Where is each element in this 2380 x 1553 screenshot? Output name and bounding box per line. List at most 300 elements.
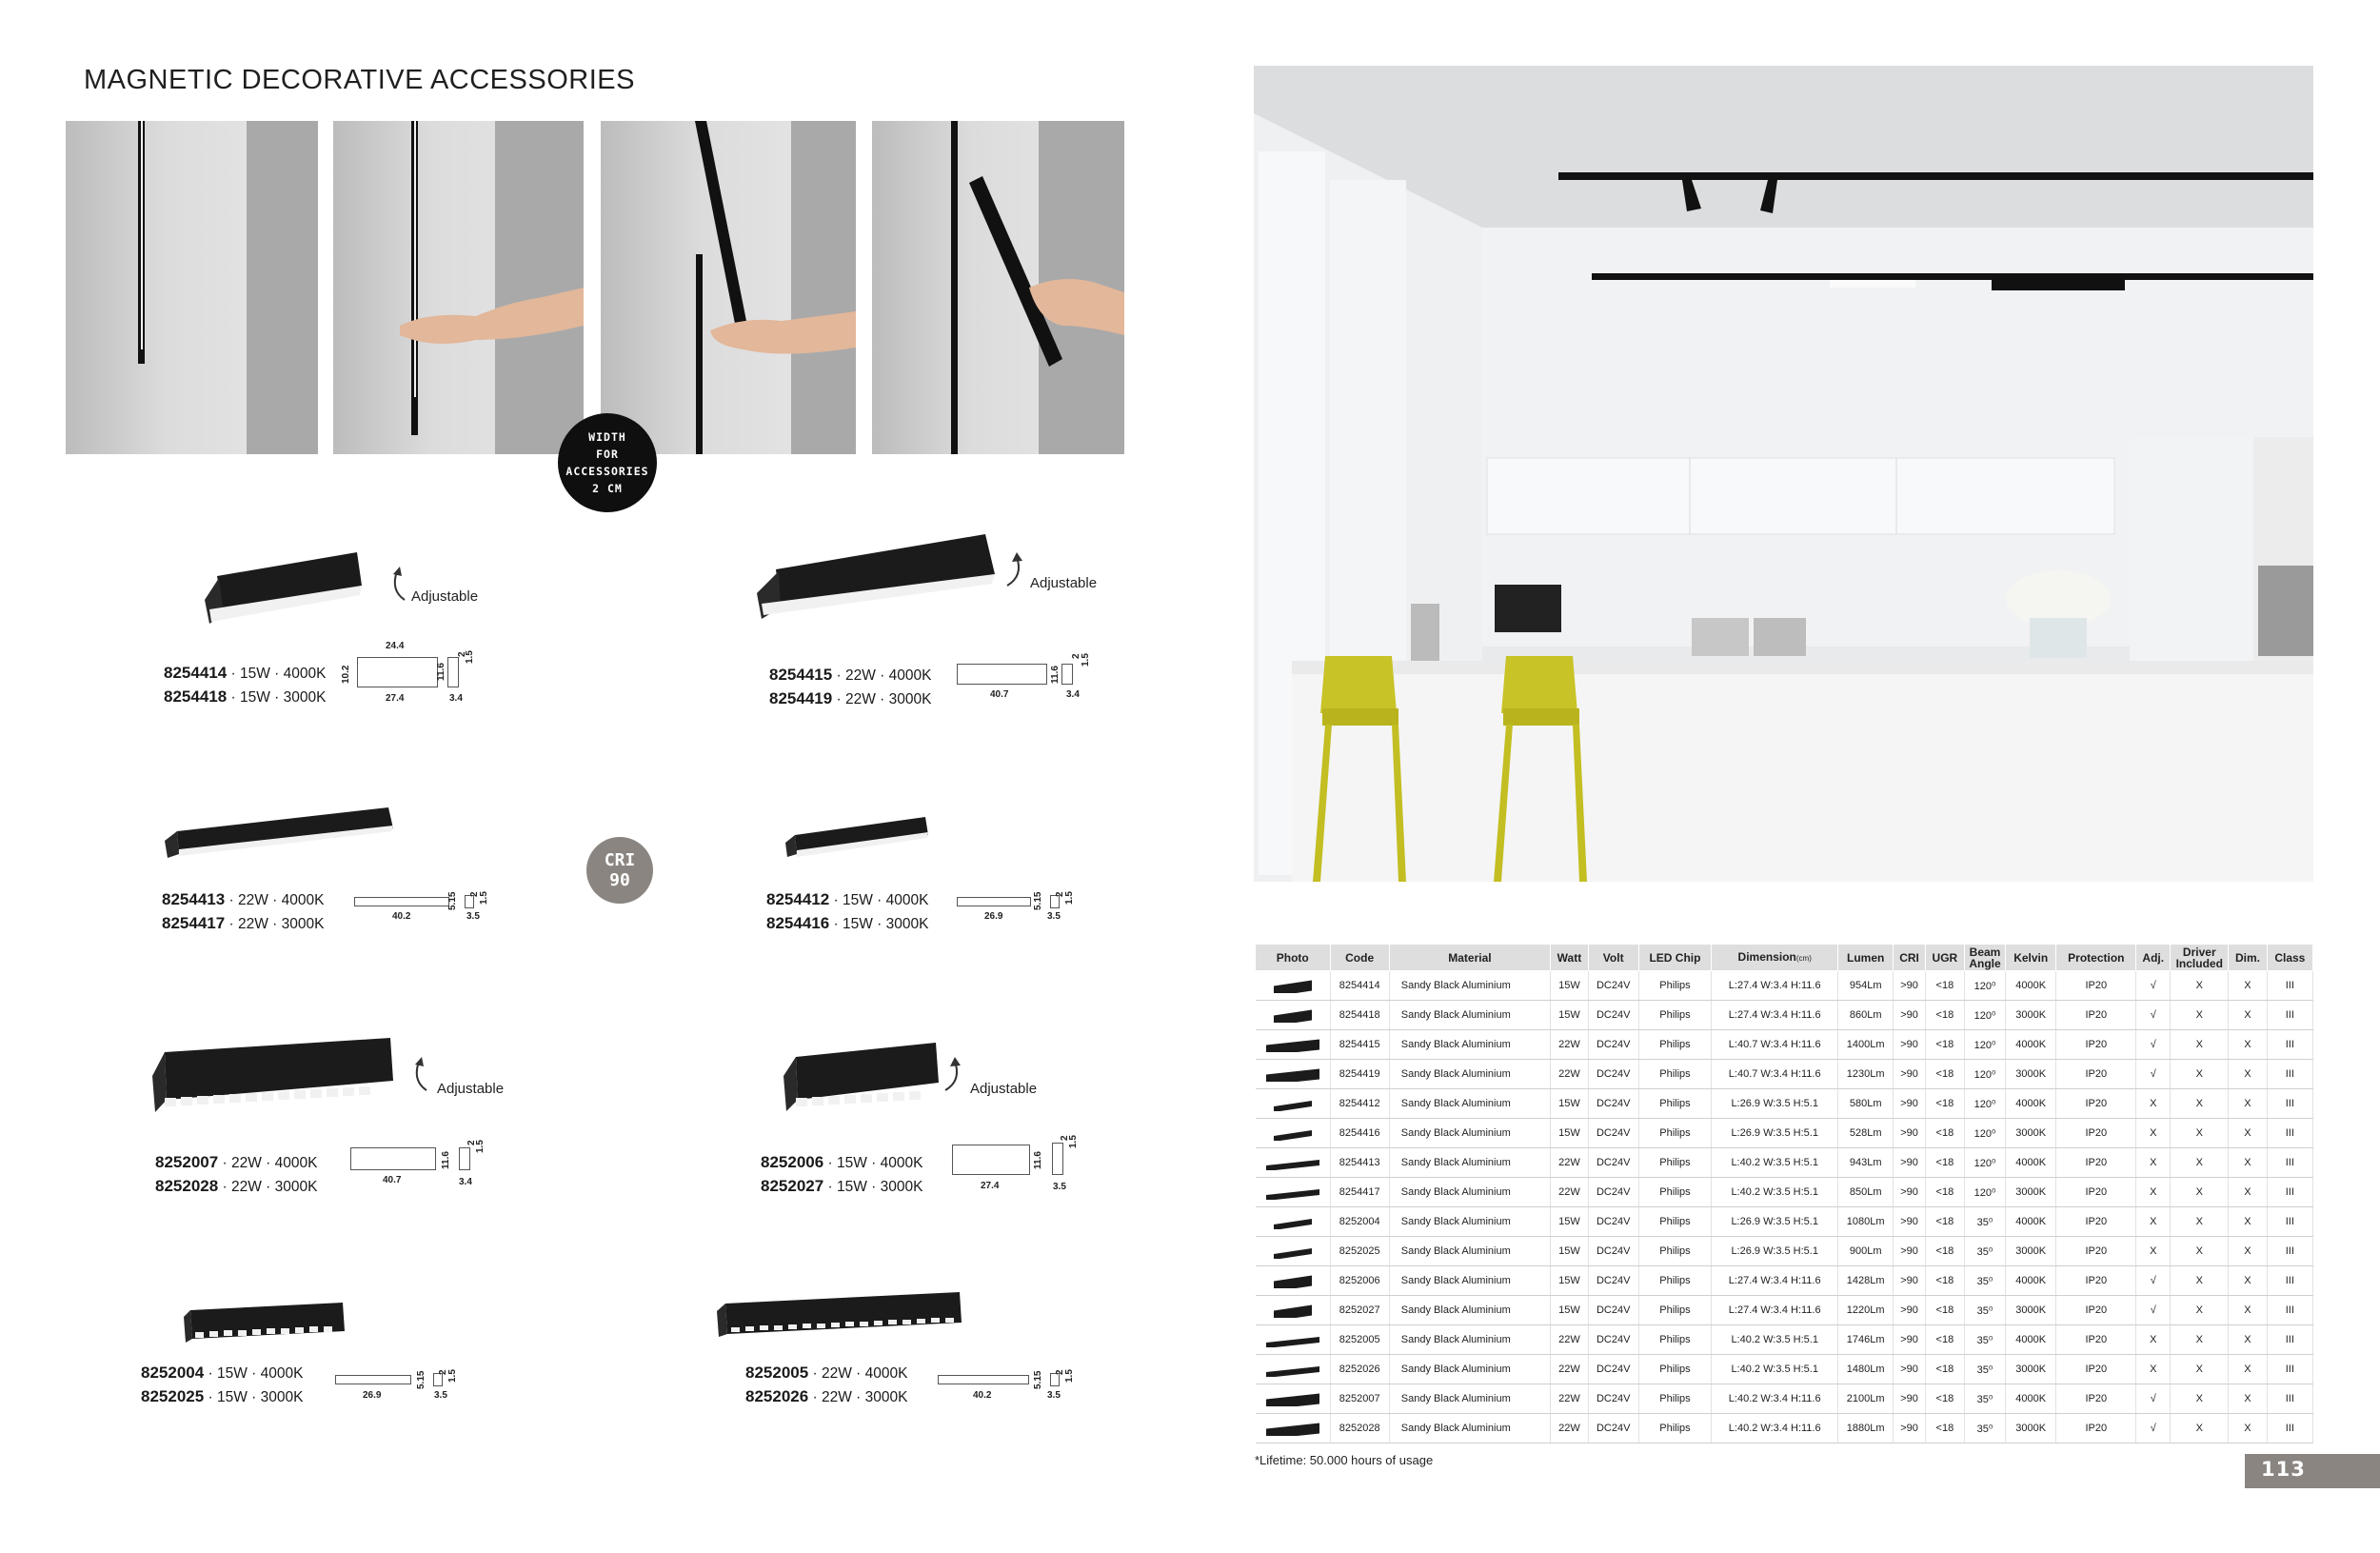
cell-volt: DC24V: [1588, 1001, 1638, 1030]
adjustable-label: Adjustable: [437, 1081, 505, 1097]
cell-cri: >90: [1894, 1296, 1925, 1325]
adjustable-label: Adjustable: [411, 588, 479, 605]
product-image: [148, 1038, 400, 1114]
cell-cri: >90: [1894, 1325, 1925, 1355]
cell-material: Sandy Black Aluminium: [1389, 1119, 1550, 1148]
cell-class: III: [2267, 1089, 2312, 1119]
cell-code: 8254412: [1330, 1089, 1389, 1119]
cell-photo: [1256, 1060, 1331, 1089]
cell-lumen: 1746Lm: [1838, 1325, 1894, 1355]
cell-kelvin: 3000K: [2006, 1060, 2056, 1089]
cell-material: Sandy Black Aluminium: [1389, 1266, 1550, 1296]
cell-kelvin: 4000K: [2006, 1207, 2056, 1237]
cell-driver-included: X: [2171, 1178, 2229, 1207]
page-number: 113: [2261, 1458, 2306, 1481]
table-row: [1256, 1296, 2313, 1325]
cell-volt: DC24V: [1588, 1030, 1638, 1060]
product-code: 8254415: [769, 666, 833, 684]
luminaire-thumbnail-icon: [1264, 1096, 1321, 1111]
cell-driver-included: X: [2171, 1207, 2229, 1237]
cell-volt: DC24V: [1588, 1237, 1638, 1266]
cell-dim: X: [2229, 1001, 2267, 1030]
cell-photo: [1256, 1355, 1331, 1384]
cell-code: 8254417: [1330, 1178, 1389, 1207]
dimension-drawing: [957, 664, 1047, 685]
cell-code: 8254414: [1330, 971, 1389, 1001]
cell-code: 8254419: [1330, 1060, 1389, 1089]
table-row: [1256, 1207, 2313, 1237]
cell-material: Sandy Black Aluminium: [1389, 1001, 1550, 1030]
cell-kelvin: 3000K: [2006, 1178, 2056, 1207]
product-code-line: [162, 890, 324, 909]
dim-height: 11.6: [1033, 1151, 1043, 1169]
cell-watt: 22W: [1551, 1178, 1589, 1207]
product-code: 8252028: [155, 1177, 219, 1195]
cell-watt: 15W: [1551, 1089, 1589, 1119]
dim-depth: 3.5: [1047, 1390, 1061, 1401]
cell-driver-included: X: [2171, 1119, 2229, 1148]
luminaire-thumbnail-icon: [1264, 1303, 1321, 1318]
luminaire-thumbnail-icon: [1264, 1155, 1321, 1170]
product-spec: · 22W · 3000K: [225, 916, 325, 932]
cell-protection: IP20: [2056, 1060, 2136, 1089]
col-cri: CRI: [1894, 945, 1925, 971]
cell-dim: X: [2229, 1030, 2267, 1060]
cell-material: Sandy Black Aluminium: [1389, 1237, 1550, 1266]
product-spec: · 15W · 4000K: [227, 666, 327, 682]
product-code-line: [761, 1153, 922, 1172]
cell-material: Sandy Black Aluminium: [1389, 1178, 1550, 1207]
product-code: 8254419: [769, 689, 833, 707]
cell-dim: X: [2229, 971, 2267, 1001]
product-spec: · 15W · 3000K: [204, 1389, 304, 1405]
cell-code: 8254413: [1330, 1148, 1389, 1178]
cell-cri: >90: [1894, 1148, 1925, 1178]
cell-photo: [1256, 1384, 1331, 1414]
cell-watt: 22W: [1551, 1060, 1589, 1089]
cell-class: III: [2267, 1207, 2312, 1237]
cell-code: 8254416: [1330, 1119, 1389, 1148]
product-spec: · 22W · 4000K: [808, 1365, 908, 1382]
dim-height: 5.15: [447, 891, 458, 910]
cell-adj: X: [2136, 1355, 2171, 1384]
cell-watt: 22W: [1551, 1148, 1589, 1178]
cell-dimension: L:27.4 W:3.4 H:11.6: [1712, 1001, 1838, 1030]
cell-material: Sandy Black Aluminium: [1389, 1325, 1550, 1355]
cell-kelvin: 3000K: [2006, 1001, 2056, 1030]
dim-depth: 3.5: [1047, 911, 1061, 922]
dim-w2: 2: [1055, 891, 1065, 897]
product-code-line: [769, 666, 931, 685]
cell-volt: DC24V: [1588, 1178, 1638, 1207]
dim-w3: 1.5: [465, 650, 475, 664]
product-image: [181, 1303, 347, 1345]
luminaire-thumbnail-icon: [1264, 1332, 1321, 1347]
cell-adj: X: [2136, 1325, 2171, 1355]
cell-ugr: <18: [1925, 1266, 1964, 1296]
dimension-drawing: [957, 897, 1031, 906]
col-photo: Photo: [1256, 945, 1331, 971]
cell-led-chip: Philips: [1638, 1060, 1712, 1089]
cell-led-chip: Philips: [1638, 971, 1712, 1001]
product-code-line: [745, 1364, 907, 1383]
cell-kelvin: 3000K: [2006, 1296, 2056, 1325]
dim-depth: 3.4: [449, 693, 463, 704]
lifetime-footnote: *Lifetime: 50.000 hours of usage: [1255, 1453, 1434, 1467]
cell-material: Sandy Black Aluminium: [1389, 1060, 1550, 1089]
cell-lumen: 954Lm: [1838, 971, 1894, 1001]
product-code: 8252025: [141, 1387, 205, 1405]
cell-code: 8252028: [1330, 1414, 1389, 1443]
product-code: 8254416: [766, 914, 830, 932]
cell-lumen: 1428Lm: [1838, 1266, 1894, 1296]
product-image: [160, 805, 398, 862]
cell-volt: DC24V: [1588, 1355, 1638, 1384]
cell-ugr: <18: [1925, 1414, 1964, 1443]
cell-kelvin: 4000K: [2006, 1384, 2056, 1414]
dimension-side: [1052, 1143, 1063, 1175]
cell-class: III: [2267, 1178, 2312, 1207]
luminaire-thumbnail-icon: [1264, 1214, 1321, 1229]
cell-kelvin: 3000K: [2006, 1414, 2056, 1443]
product-spec: · 15W · 4000K: [204, 1365, 304, 1382]
cell-class: III: [2267, 1325, 2312, 1355]
dimension-drawing: [938, 1375, 1029, 1384]
cell-class: III: [2267, 1384, 2312, 1414]
col-adj: Adj.: [2136, 945, 2171, 971]
cell-watt: 15W: [1551, 1207, 1589, 1237]
cell-protection: IP20: [2056, 1237, 2136, 1266]
product-photo-1: [66, 121, 318, 454]
cell-dim: X: [2229, 1325, 2267, 1355]
cell-adj: √: [2136, 1266, 2171, 1296]
cell-class: III: [2267, 1060, 2312, 1089]
product-code-line: [769, 689, 931, 708]
dimension-drawing: [357, 657, 438, 687]
cell-material: Sandy Black Aluminium: [1389, 1414, 1550, 1443]
cell-dimension: L:40.7 W:3.4 H:11.6: [1712, 1030, 1838, 1060]
cell-ugr: <18: [1925, 1296, 1964, 1325]
cell-dimension: L:26.9 W:3.5 H:5.1: [1712, 1237, 1838, 1266]
cell-cri: >90: [1894, 1119, 1925, 1148]
cell-ugr: <18: [1925, 1119, 1964, 1148]
product-code-line: [141, 1364, 303, 1383]
luminaire-thumbnail-icon: [1264, 1421, 1321, 1436]
cell-ugr: <18: [1925, 1355, 1964, 1384]
product-code-line: [766, 914, 928, 933]
cell-cri: >90: [1894, 1030, 1925, 1060]
cell-adj: X: [2136, 1178, 2171, 1207]
cell-cri: >90: [1894, 1089, 1925, 1119]
col-ugr: UGR: [1925, 945, 1964, 971]
product-image: [714, 1292, 966, 1340]
cell-material: Sandy Black Aluminium: [1389, 1207, 1550, 1237]
cell-volt: DC24V: [1588, 1060, 1638, 1089]
luminaire-thumbnail-icon: [1264, 1362, 1321, 1377]
cell-photo: [1256, 1296, 1331, 1325]
cell-driver-included: X: [2171, 1296, 2229, 1325]
dimension-side: [459, 1147, 470, 1170]
cell-led-chip: Philips: [1638, 1001, 1712, 1030]
cell-kelvin: 3000K: [2006, 1355, 2056, 1384]
table-row: [1256, 1266, 2313, 1296]
cell-watt: 22W: [1551, 1414, 1589, 1443]
cell-ugr: <18: [1925, 1325, 1964, 1355]
adjustable-label: Adjustable: [970, 1081, 1038, 1097]
product-code-line: [141, 1387, 303, 1406]
cell-class: III: [2267, 1266, 2312, 1296]
cell-dim: X: [2229, 1237, 2267, 1266]
cell-material: Sandy Black Aluminium: [1389, 971, 1550, 1001]
cell-kelvin: 4000K: [2006, 971, 2056, 1001]
table-row: [1256, 1119, 2313, 1148]
dim-depth: 3.5: [434, 1390, 447, 1401]
cell-dim: X: [2229, 1119, 2267, 1148]
cell-volt: DC24V: [1588, 1266, 1638, 1296]
dim-height: 5.15: [416, 1370, 426, 1389]
cell-dimension: L:40.2 W:3.4 H:11.6: [1712, 1384, 1838, 1414]
cell-class: III: [2267, 1030, 2312, 1060]
cell-watt: 15W: [1551, 1266, 1589, 1296]
dim-length: 26.9: [984, 911, 1003, 922]
cell-protection: IP20: [2056, 1001, 2136, 1030]
cell-dimension: L:40.2 W:3.4 H:11.6: [1712, 1414, 1838, 1443]
cell-beam-angle: 35⁰: [1965, 1296, 2006, 1325]
cell-beam-angle: 120⁰: [1965, 1060, 2006, 1089]
cell-adj: X: [2136, 1207, 2171, 1237]
cell-protection: IP20: [2056, 1030, 2136, 1060]
cell-cri: >90: [1894, 1266, 1925, 1296]
dim-height: 5.15: [1033, 1370, 1043, 1389]
cell-ugr: <18: [1925, 1207, 1964, 1237]
product-code: 8254412: [766, 890, 830, 908]
col-volt: Volt: [1588, 945, 1638, 971]
cell-cri: >90: [1894, 1237, 1925, 1266]
dim-w3: 1.5: [1081, 653, 1091, 667]
luminaire-thumbnail-icon: [1264, 1037, 1321, 1052]
dimension-side: [1061, 664, 1073, 685]
cell-code: 8254415: [1330, 1030, 1389, 1060]
product-image: [779, 1043, 945, 1114]
product-code: 8254417: [162, 914, 226, 932]
luminaire-thumbnail-icon: [1264, 1244, 1321, 1259]
cell-watt: 22W: [1551, 1325, 1589, 1355]
cell-beam-angle: 120⁰: [1965, 1119, 2006, 1148]
cell-adj: X: [2136, 1119, 2171, 1148]
cell-protection: IP20: [2056, 1089, 2136, 1119]
product-code-line: [761, 1177, 922, 1196]
product-image: [200, 548, 362, 628]
cell-dimension: L:40.2 W:3.5 H:5.1: [1712, 1178, 1838, 1207]
cell-material: Sandy Black Aluminium: [1389, 1030, 1550, 1060]
dim-length: 40.7: [383, 1175, 402, 1185]
cell-code: 8252006: [1330, 1266, 1389, 1296]
luminaire-thumbnail-icon: [1264, 1066, 1321, 1082]
cell-lumen: 1400Lm: [1838, 1030, 1894, 1060]
cell-kelvin: 3000K: [2006, 1119, 2056, 1148]
cell-cri: >90: [1894, 1355, 1925, 1384]
cell-protection: IP20: [2056, 1384, 2136, 1414]
cell-volt: DC24V: [1588, 971, 1638, 1001]
cell-code: 8252027: [1330, 1296, 1389, 1325]
cell-protection: IP20: [2056, 1148, 2136, 1178]
col-material: Material: [1389, 945, 1550, 971]
cell-beam-angle: 35⁰: [1965, 1325, 2006, 1355]
cell-photo: [1256, 1119, 1331, 1148]
cell-lumen: 528Lm: [1838, 1119, 1894, 1148]
cell-dim: X: [2229, 1060, 2267, 1089]
cell-material: Sandy Black Aluminium: [1389, 1296, 1550, 1325]
cell-watt: 15W: [1551, 1001, 1589, 1030]
cell-ugr: <18: [1925, 1237, 1964, 1266]
cell-driver-included: X: [2171, 1384, 2229, 1414]
page-title: MAGNETIC DECORATIVE ACCESSORIES: [84, 65, 635, 95]
dim-depth: 3.5: [466, 911, 480, 922]
cell-beam-angle: 120⁰: [1965, 971, 2006, 1001]
dim-length: 40.2: [392, 911, 411, 922]
product-code: 8252006: [761, 1153, 824, 1171]
cell-dim: X: [2229, 1414, 2267, 1443]
adjustable-label: Adjustable: [1030, 575, 1098, 591]
cell-protection: IP20: [2056, 1119, 2136, 1148]
cell-lumen: 850Lm: [1838, 1178, 1894, 1207]
cell-led-chip: Philips: [1638, 1266, 1712, 1296]
cell-dimension: L:40.2 W:3.5 H:5.1: [1712, 1355, 1838, 1384]
cell-watt: 15W: [1551, 1119, 1589, 1148]
cell-class: III: [2267, 971, 2312, 1001]
cell-ugr: <18: [1925, 1060, 1964, 1089]
cell-code: 8254418: [1330, 1001, 1389, 1030]
cell-ugr: <18: [1925, 1148, 1964, 1178]
dim-w2: 2: [457, 651, 467, 657]
cell-protection: IP20: [2056, 1296, 2136, 1325]
cell-dim: X: [2229, 1384, 2267, 1414]
dimension-side: [1050, 1373, 1060, 1386]
col-beam-angle: Beam Angle: [1965, 945, 2006, 971]
cell-class: III: [2267, 1355, 2312, 1384]
width-badge: WIDTH FOR ACCESSORIES 2 CM: [558, 413, 657, 512]
cell-photo: [1256, 1030, 1331, 1060]
cell-photo: [1256, 1414, 1331, 1443]
cell-lumen: 1230Lm: [1838, 1060, 1894, 1089]
cell-driver-included: X: [2171, 1089, 2229, 1119]
cell-cri: >90: [1894, 1207, 1925, 1237]
cell-photo: [1256, 1001, 1331, 1030]
dim-height: 11.6: [1050, 666, 1061, 684]
adjust-arrow-icon: [407, 1057, 436, 1095]
table-row: [1256, 1089, 2313, 1119]
dim-w3: 1.5: [475, 1140, 486, 1153]
product-spec: · 22W · 3000K: [832, 691, 932, 707]
dimension-drawing: [354, 897, 449, 906]
dim-height: 11.6: [436, 663, 446, 681]
product-spec: · 22W · 3000K: [808, 1389, 908, 1405]
cell-beam-angle: 35⁰: [1965, 1207, 2006, 1237]
cell-beam-angle: 35⁰: [1965, 1237, 2006, 1266]
dim-length: 40.2: [973, 1390, 992, 1401]
cell-kelvin: 4000K: [2006, 1148, 2056, 1178]
cell-lumen: 943Lm: [1838, 1148, 1894, 1178]
product-photo-2: [333, 121, 584, 454]
cell-dimension: L:27.4 W:3.4 H:11.6: [1712, 1266, 1838, 1296]
cell-photo: [1256, 1237, 1331, 1266]
dimension-side: [447, 657, 459, 687]
cell-beam-angle: 120⁰: [1965, 1030, 2006, 1060]
cell-protection: IP20: [2056, 1325, 2136, 1355]
cell-volt: DC24V: [1588, 1119, 1638, 1148]
table-row: [1256, 1060, 2313, 1089]
cell-adj: √: [2136, 1030, 2171, 1060]
spec-table: [1255, 944, 2313, 1443]
dim-w2: 2: [438, 1369, 448, 1375]
cell-photo: [1256, 1148, 1331, 1178]
dimension-side: [433, 1373, 443, 1386]
dim-length: 27.4: [386, 693, 405, 704]
cell-dim: X: [2229, 1355, 2267, 1384]
cell-driver-included: X: [2171, 1325, 2229, 1355]
cell-cri: >90: [1894, 1178, 1925, 1207]
table-row: [1256, 1030, 2313, 1060]
cell-class: III: [2267, 1414, 2312, 1443]
cell-volt: DC24V: [1588, 1325, 1638, 1355]
cell-kelvin: 4000K: [2006, 1266, 2056, 1296]
product-code: 8252005: [745, 1364, 809, 1382]
cell-lumen: 1080Lm: [1838, 1207, 1894, 1237]
dimension-drawing: [335, 1375, 411, 1384]
product-code: 8254413: [162, 890, 226, 908]
cell-volt: DC24V: [1588, 1089, 1638, 1119]
cell-beam-angle: 120⁰: [1965, 1178, 2006, 1207]
col-dimension-label: Dimension: [1737, 949, 1796, 964]
dimension-drawing: [350, 1147, 436, 1170]
dim-height-left: 10.2: [341, 665, 351, 684]
cell-driver-included: X: [2171, 1237, 2229, 1266]
cell-adj: √: [2136, 1414, 2171, 1443]
product-image: [752, 531, 1000, 627]
cell-watt: 22W: [1551, 1384, 1589, 1414]
dim-height: 11.6: [441, 1151, 451, 1169]
product-spec: · 22W · 3000K: [218, 1179, 318, 1195]
cell-ugr: <18: [1925, 1089, 1964, 1119]
product-code-line: [155, 1177, 317, 1196]
dim-length: 27.4: [981, 1181, 1000, 1191]
cell-class: III: [2267, 1001, 2312, 1030]
cell-dimension: L:26.9 W:3.5 H:5.1: [1712, 1119, 1838, 1148]
cell-adj: √: [2136, 1001, 2171, 1030]
table-row: [1256, 1001, 2313, 1030]
cell-dim: X: [2229, 1148, 2267, 1178]
table-row: [1256, 1355, 2313, 1384]
adjust-arrow-icon: [938, 1057, 966, 1095]
cell-lumen: 860Lm: [1838, 1001, 1894, 1030]
luminaire-thumbnail-icon: [1264, 1007, 1321, 1023]
cell-cri: >90: [1894, 1001, 1925, 1030]
cell-dimension: L:40.2 W:3.5 H:5.1: [1712, 1325, 1838, 1355]
luminaire-thumbnail-icon: [1264, 1125, 1321, 1141]
cell-led-chip: Philips: [1638, 1119, 1712, 1148]
cell-dim: X: [2229, 1266, 2267, 1296]
cell-code: 8252025: [1330, 1237, 1389, 1266]
luminaire-thumbnail-icon: [1264, 1391, 1321, 1406]
cell-class: III: [2267, 1148, 2312, 1178]
cell-dim: X: [2229, 1178, 2267, 1207]
dimension-side: [465, 895, 474, 908]
cell-material: Sandy Black Aluminium: [1389, 1384, 1550, 1414]
cell-adj: X: [2136, 1148, 2171, 1178]
cell-driver-included: X: [2171, 1060, 2229, 1089]
product-spec: · 15W · 4000K: [823, 1155, 923, 1171]
cell-beam-angle: 120⁰: [1965, 1001, 2006, 1030]
